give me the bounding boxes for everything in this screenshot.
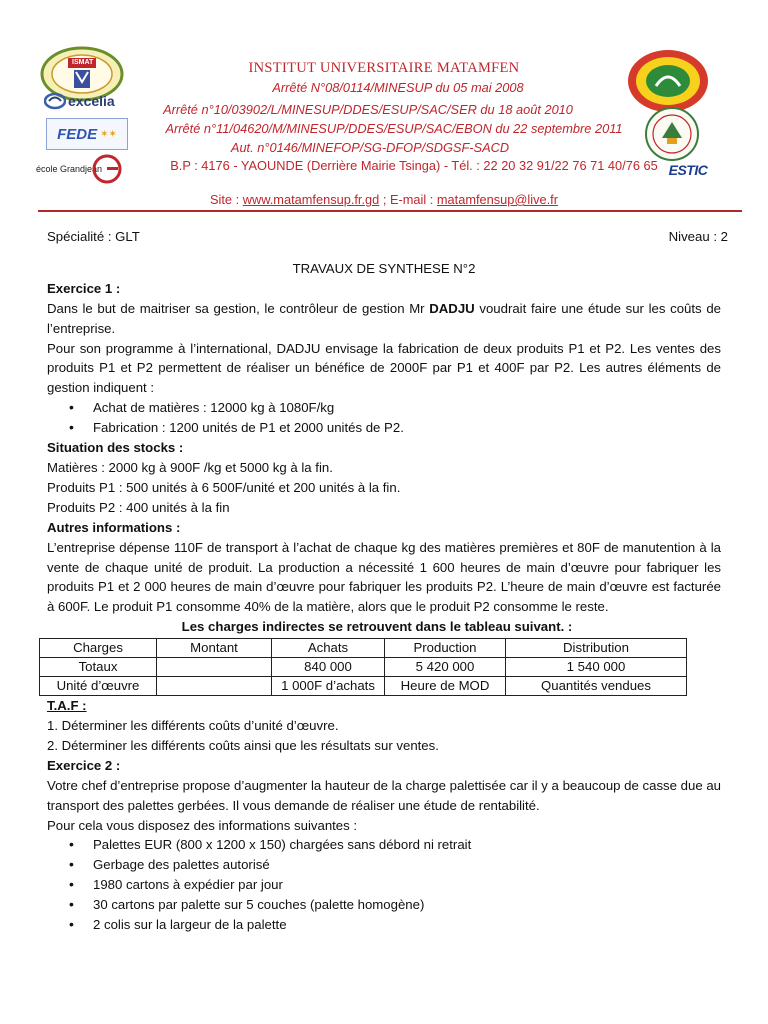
table-cell <box>157 677 272 696</box>
exercise-2-heading: Exercice 2 : <box>47 757 121 773</box>
exercise-1-program: Pour son programme à l’international, DADJU envisage la fabrication de deux produits P1 et P2. Les ventes des produits P1 et P2 permettent de réaliser un bénéfice de 2000F par P1 et 400F par P2. Les autres éléments de gestion indiquent : <box>47 340 721 396</box>
list-item: • Gerbage des palettes autorisé <box>47 855 721 875</box>
table-cell: Unité d’œuvre <box>40 677 157 696</box>
header-line-1: Arrêté N°08/0114/MINESUP du 05 mai 2008 <box>272 80 524 95</box>
table-header-row <box>40 639 687 658</box>
fede-logo-label: FEDE <box>57 125 98 143</box>
specialite: Spécialité : GLT <box>47 229 140 244</box>
table-caption: Les charges indirectes se retrouvent dans le tableau suivant. : <box>181 619 573 635</box>
exercise-1-heading: Exercice 1 : <box>47 280 121 296</box>
taf-item: 1. Déterminer les différents coûts d’unité d’œuvre. <box>47 718 339 734</box>
table-cell: 1 540 000 <box>506 658 687 677</box>
header-line-3: Arrêté n°11/04620/M/MINESUP/DDES/ESUP/SAC/EBON du 22 septembre 2011 <box>165 121 623 136</box>
estic-logo-label: ESTIC <box>668 162 708 178</box>
letterhead <box>0 0 768 212</box>
header-line-4: Aut. n°0146/MINEFOP/SG-DFOP/SDGSF-SACD <box>230 140 510 155</box>
other-info-text: L’entreprise dépense 110F de transport à l’achat de chaque kg des matières premières et 80F de manutention à la vente de chaque unité de produit. La production a nécessité 1 600 heures de main d’œuvre pour fabriquer les produits P1 et 2 000 heures de main d’œuvre pour fabriquer les produits P2. L’heure de main d’œuvre est facturée à 600F. Le produit P1 consomme 40% de la matière, alors que le produit P2 consomme le reste. <box>47 539 721 615</box>
list-item: • Palettes EUR (800 x 1200 x 150) chargées sans débord ni retrait <box>47 835 721 855</box>
stocks-heading: Situation des stocks : <box>47 440 184 456</box>
institute-name: INSTITUT UNIVERSITAIRE MATAMFEN <box>248 60 520 76</box>
other-info-heading: Autres informations : <box>47 519 181 535</box>
fede-stars-icon: ✶✶ <box>100 128 117 140</box>
niveau: Niveau : 2 <box>668 229 728 244</box>
exercise-2-list <box>47 835 721 935</box>
table-cell: 840 000 <box>272 658 385 677</box>
table-header-cell: Achats <box>272 639 385 658</box>
email-link[interactable]: matamfensup@live.fr <box>436 192 558 207</box>
taf-item: 2. Déterminer les différents coûts ainsi que les résultats sur ventes. <box>47 737 439 753</box>
table-cell <box>157 658 272 677</box>
document-body <box>47 227 728 935</box>
site-label: Site : <box>210 192 243 207</box>
stock-line: Matières : 2000 kg à 900F /kg et 5000 kg à la fin. <box>47 459 333 475</box>
document-title: TRAVAUX DE SYNTHESE N°2 <box>292 260 476 276</box>
intro-text: Dans le but de maitriser sa gestion, le contrôleur de gestion Mr <box>47 300 430 316</box>
table-cell: 5 420 000 <box>385 658 506 677</box>
list-item: • Fabrication : 1200 unités de P1 et 2000 unités de P2. <box>47 418 721 438</box>
list-item: • 2 colis sur la largeur de la palette <box>47 915 721 935</box>
intro-text-end: voudrait faire une étude sur les coûts de l’entreprise. <box>47 300 721 336</box>
taf-heading: T.A.F : <box>47 698 87 714</box>
email-label: ; E-mail : <box>379 192 437 207</box>
grandjean-logo-label: école Grandjean <box>36 164 103 174</box>
exercise-1-intro <box>47 299 721 339</box>
contact-line <box>0 192 768 207</box>
stock-line: Produits P1 : 500 unités à 6 500F/unité et 200 unités à la fin. <box>47 479 401 495</box>
excelia-logo-label: excelia <box>68 93 115 109</box>
list-item: • Achat de matières : 12000 kg à 1080F/kg <box>47 398 721 418</box>
table-header-cell: Montant <box>157 639 272 658</box>
table-cell: 1 000F d’achats <box>272 677 385 696</box>
list-item: • 1980 cartons à expédier par jour <box>47 875 721 895</box>
controller-name: DADJU <box>429 300 475 316</box>
table-header-cell: Distribution <box>506 639 687 658</box>
table-cell: Heure de MOD <box>385 677 506 696</box>
site-link[interactable]: www.matamfensup.fr.gd <box>242 192 380 207</box>
exercise-2-intro: Votre chef d’entreprise propose d’augmenter la hauteur de la charge palettisée car il y a beaucoup de casse due au transport des palettes gerbées. Il vous demande de réaliser une étude de rentabilité. <box>47 777 721 813</box>
table-row <box>40 658 687 677</box>
header-line-2: Arrêté n°10/03902/L/MINESUP/DDES/ESUP/SAC/SER du 18 août 2010 <box>163 102 573 117</box>
meta-row <box>47 227 728 247</box>
exercise-2-info-lead: Pour cela vous disposez des informations suivantes : <box>47 817 358 833</box>
table-cell: Quantités vendues <box>506 677 687 696</box>
indirect-charges-table <box>39 638 687 696</box>
ismat-logo-label: ISMAT <box>72 59 94 66</box>
list-item: • 30 cartons par palette sur 5 couches (palette homogène) <box>47 895 721 915</box>
table-cell: Totaux <box>40 658 157 677</box>
header-divider <box>38 210 742 212</box>
stock-line: Produits P2 : 400 unités à la fin <box>47 499 230 515</box>
table-header-cell: Charges <box>40 639 157 658</box>
management-list <box>47 398 721 438</box>
table-row <box>40 677 687 696</box>
table-header-cell: Production <box>385 639 506 658</box>
header-line-5: B.P : 4176 - YAOUNDE (Derrière Mairie Tsinga) - Tél. : 22 20 32 91/22 76 71 40/76 65 <box>170 158 658 173</box>
